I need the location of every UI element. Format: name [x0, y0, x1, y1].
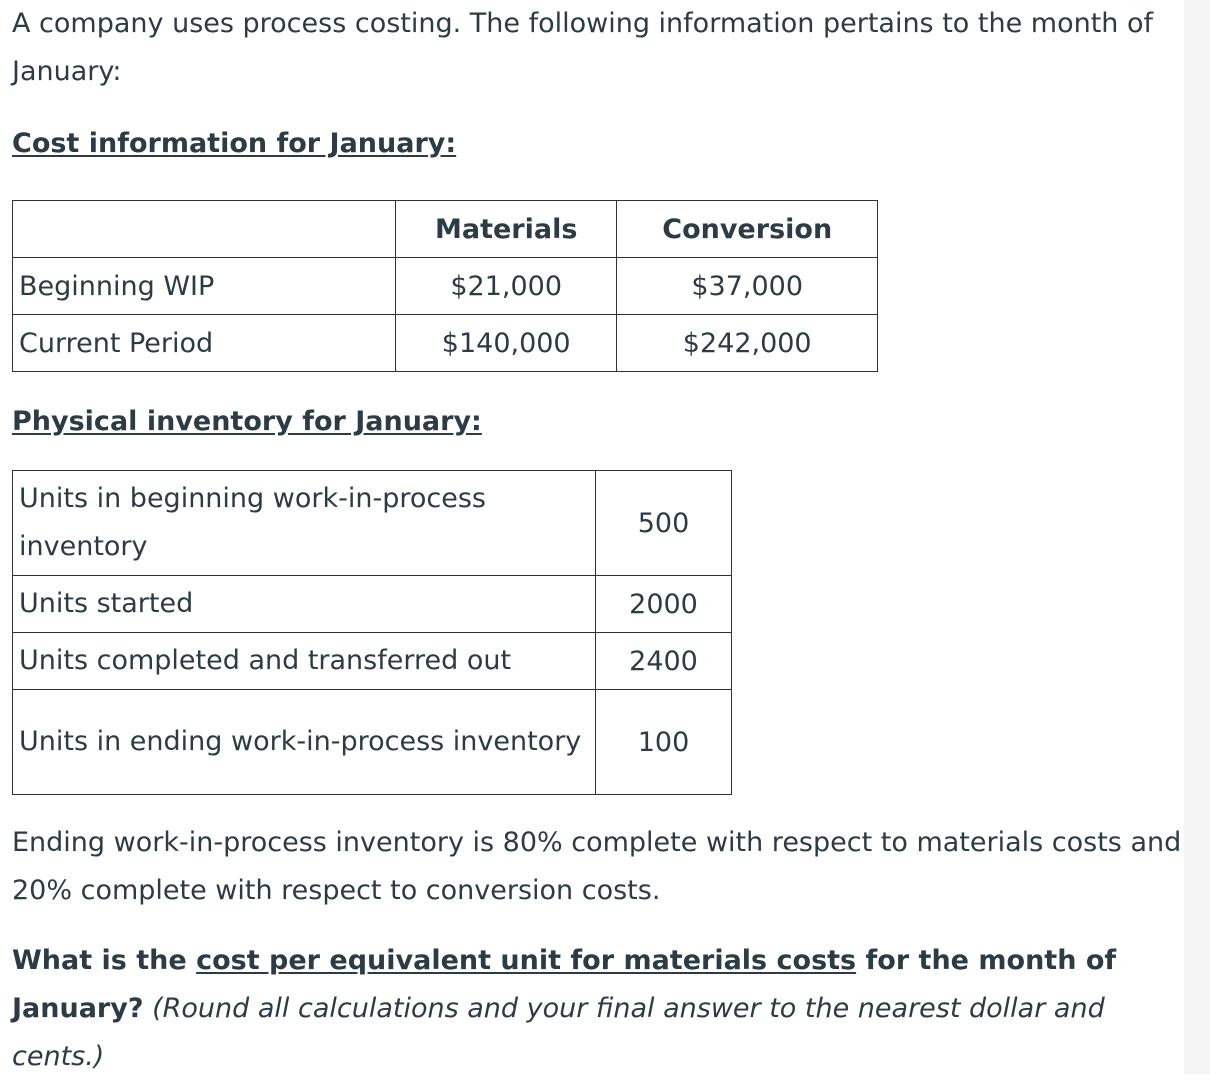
- physical-inventory-heading: Physical inventory for January:: [12, 406, 482, 437]
- row-label: Units in beginning work-in-process inventory: [13, 471, 596, 576]
- cost-info-table: [12, 200, 878, 372]
- intro-text: A company uses process costing. The following information pertains to the month of January:: [12, 8, 1154, 87]
- row-label: Beginning WIP: [13, 258, 396, 315]
- table-row: [13, 576, 732, 633]
- row-label: Units completed and transferred out: [13, 633, 596, 690]
- question-suffix: for the month of January?: [12, 945, 1117, 1024]
- units-value: 2000: [596, 576, 732, 633]
- scrollbar-track[interactable]: [1184, 0, 1210, 1074]
- physical-inventory-table: [12, 470, 732, 795]
- rounding-instruction: (Round all calculations and your final answer to the nearest dollar and cents.): [12, 993, 1105, 1072]
- materials-value: $21,000: [396, 258, 617, 315]
- table-row: [13, 633, 732, 690]
- question-content: [12, 0, 1182, 1081]
- table-row: [13, 471, 732, 576]
- table-header-empty: [13, 201, 396, 258]
- question-key-phrase: cost per equivalent unit for materials costs: [196, 945, 857, 976]
- row-label: Units in ending work-in-process inventory: [13, 690, 596, 795]
- row-label: Units started: [13, 576, 596, 633]
- units-value: 500: [596, 471, 732, 576]
- table-header-row: [13, 201, 878, 258]
- units-value: 100: [596, 690, 732, 795]
- question-text: [12, 937, 1182, 1081]
- table-row: [13, 258, 878, 315]
- row-label: Current Period: [13, 315, 396, 372]
- cost-info-heading: Cost information for January:: [12, 128, 457, 159]
- completion-note: Ending work-in-process inventory is 80% complete with respect to materials costs and 20% complete with respect to conversion costs.: [12, 827, 1182, 906]
- conversion-value: $242,000: [617, 315, 878, 372]
- table-row: [13, 690, 732, 795]
- units-value: 2400: [596, 633, 732, 690]
- conversion-value: $37,000: [617, 258, 878, 315]
- table-header-materials: Materials: [396, 201, 617, 258]
- table-header-conversion: Conversion: [617, 201, 878, 258]
- table-row: [13, 315, 878, 372]
- question-prefix: What is the: [12, 945, 197, 976]
- materials-value: $140,000: [396, 315, 617, 372]
